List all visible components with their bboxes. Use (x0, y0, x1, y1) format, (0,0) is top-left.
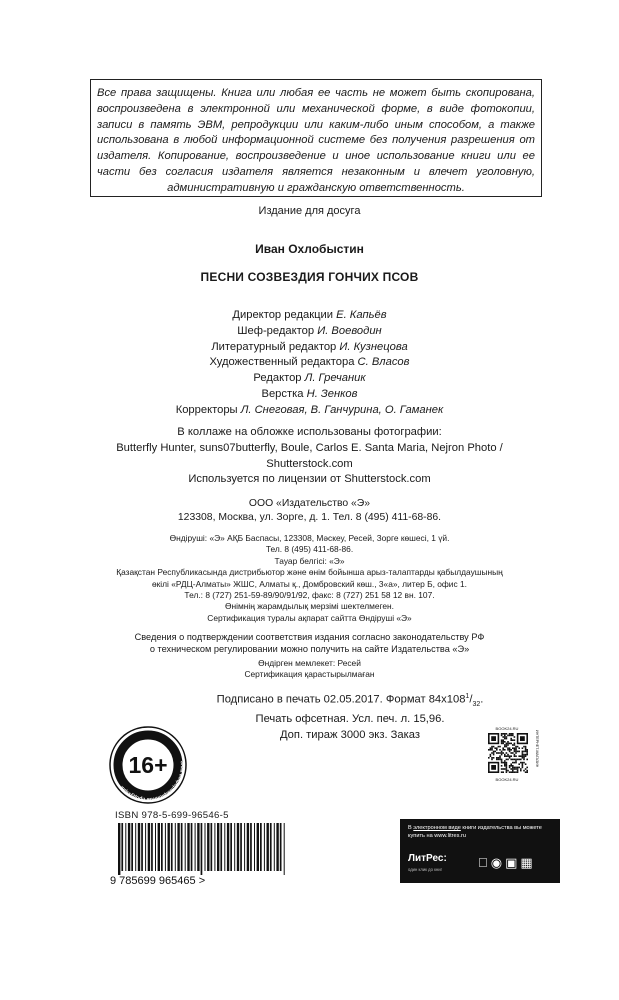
edition-type: Издание для досуга (258, 205, 361, 217)
credits-list (0, 308, 619, 419)
author-name: Иван Охлобыстин (255, 242, 364, 256)
isbn: ISBN 978-5-699-96546-5 (115, 810, 229, 821)
age-rating-badge (108, 725, 188, 805)
age-ring-text: Знак информационной продукции (119, 760, 186, 803)
litres-slogan: один клик до книг (408, 867, 443, 872)
qr-code-block (485, 726, 540, 786)
litres-logo: ЛитРес: (408, 853, 447, 864)
credit-line: Верстка Н. Зенков (261, 387, 358, 400)
banner-link[interactable]: электронном виде (413, 825, 461, 831)
android-icon: ◉ (478, 855, 493, 870)
qr-label-side: ИНТЕРНЕТ-МАГАЗИН (535, 730, 539, 768)
copyright-notice: Все права защищены. Книга или любая ее часть не может быть скопирована, воспроизведена в электронной или механической форме, в виде фотокопии, записи в память ЭВМ, репродукции или каким-либо иным способом, а также использована в любой информационной системе без получения разрешения от издателя. Копирование, воспроизведение и иное использование книги или ее части без согласия издателя является незаконным и влечет уголовную, административную и гражданскую ответственность. (90, 79, 542, 197)
windows-phone-icon: ▣ (492, 855, 508, 870)
book-title: ПЕСНИ СОЗВЕЗДИЯ ГОНЧИХ ПСОВ (200, 270, 419, 284)
credit-line: Художественный редактора С. Власов (209, 356, 410, 369)
barcode-digits: 9 785699 965465 > (110, 875, 206, 885)
barcode (110, 823, 292, 885)
age-rating-text: 16+ (128, 752, 168, 778)
credit-line: Редактор Л. Гречаник (253, 372, 366, 385)
windows-icon: ▦ (507, 855, 523, 870)
rf-compliance-info: Сведения о подтверждении соответствия издания согласно законодательству РФ о техническом регулировании можно получить на сайте Издательства «Э» (134, 632, 485, 655)
credit-line: Директор редакции Е. Капьёв (232, 309, 387, 321)
apple-icon (478, 855, 491, 870)
print-info: Подписано в печать 02.05.2017. Формат $84x108^1/_{32}$. Печать офсетная. Усл. печ. л. 15,96. Доп. тираж 3000 экз. Заказ (216, 693, 484, 741)
qr-label-bottom: BOOK24.RU (495, 777, 519, 782)
credit-line: Шеф-редактор И. Воеводин (237, 324, 382, 337)
publisher-info: ООО «Издательство «Э» 123308, Москва, ул. Зорге, д. 1. Тел. 8 (495) 411-68-86. (177, 498, 442, 523)
qr-code (488, 733, 528, 773)
cover-photo-credits: В коллаже на обложке использованы фотографии: Butterfly Hunter, suns07butterfly, Boule, Carlos E. Santa Maria, Nejron Photo / Shutterstock.com Используется по лицензии от Shutterstock.com (116, 426, 503, 486)
kazakh-info: Өндіруші: «Э» АҚБ Баспасы, 123308, Мәскеу, Ресей, Зорге көшесі, 1 үй. Тел. 8 (495) 411-68-86. Тауар белгісі: «Э» Қазақстан Республикасында дистрибьютор және өнім бойынша арыз-талаптарды қабылдаушының өкілі «РДЦ-Алматы» ЖШС, Алматы қ., Домбровский көш., 3«а», литер Б, офис 1. Тел.: 8 (727) 251-59-89/90/91/92, факс: 8 (727) 251 58 12 вн. 107. Өнімнің жарамдылық мерзімі шектелмеген. Сертификация туралы ақпарат сайтта Өндіруші «Э» (116, 533, 503, 623)
kazakh-country-info: Өндірген мемлекет: Ресей Сертификация қарастырылмаған (244, 658, 375, 680)
qr-label-top: BOOK24.RU (495, 726, 519, 731)
credit-line: Корректоры Л. Снеговая, В. Ганчурина, О. Гаманек (175, 403, 444, 416)
credit-line: Литературный редактор И. Кузнецова (211, 340, 408, 353)
litres-banner: В электронном виде книги издательства вы можете купить на www.litres.ru ЛитРес: один клик до книг ◉▣▦ (400, 819, 560, 883)
